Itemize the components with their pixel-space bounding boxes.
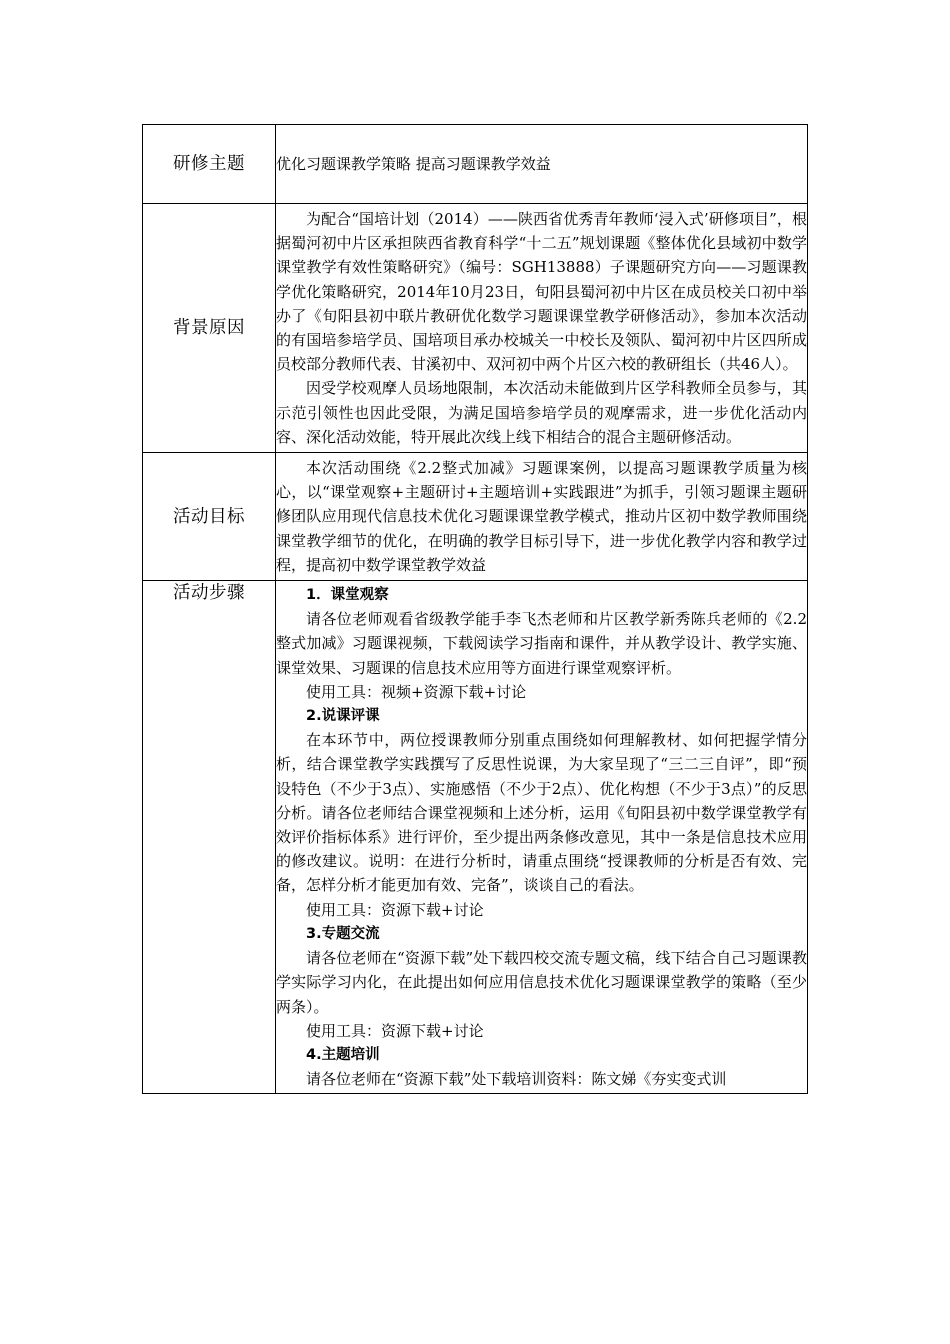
background-paragraph-1: 为配合“国培计划（2014）——陕西省优秀青年教师‘浸入式’研修项目”，根据蜀河初中片区承担陕西省教育科学“十二五”规划课题《整体优化县域初中数学课堂教学有效性策略研究》（编号：SGH13888）子课题研究方向——习题课教学优化策略研究，2014年10月23日，旬阳县蜀河初中片区在成员校关口初中举办了《旬阳县初中联片教研优化数学习题课课堂教学研修活动》，参加本次活动的有国培参培学员、国培项目承办校城关一中校长及领队、蜀河初中片区四所成员校部分教师代表、甘溪初中、双河初中两个片区六校的教研组长（共46人）。 [276,210,807,374]
topic-text: 优化习题课教学策略 提高习题课教学效益 [276,154,551,173]
background-cell [276,204,808,453]
step-2-tool: 使用工具：资源下载+讨论 [306,900,484,919]
label-background: 背景原因 [143,204,276,453]
row-background [143,204,808,453]
step-4-title: 4.主题培训 [306,1046,380,1063]
goal-cell [276,453,808,581]
step-3-tool: 使用工具：资源下载+讨论 [306,1021,484,1040]
research-plan-table [142,124,808,1094]
row-topic [143,125,808,204]
label-topic: 研修主题 [143,125,276,204]
step-3-title: 3.专题交流 [306,925,380,942]
row-steps [143,581,808,1094]
label-goal: 活动目标 [143,453,276,581]
topic-cell [276,125,808,204]
background-paragraph-2: 因受学校观摩人员场地限制，本次活动未能做到片区学科教师全员参与，其示范引领性也因此受限，为满足国培参培学员的观摩需求，进一步优化活动内容、深化活动效能，特开展此次线上线下相结合的混合主题研修活动。 [276,379,807,446]
step-1-title: 1．课堂观察 [306,587,389,604]
label-steps: 活动步骤 [143,581,276,1094]
step-3-text: 请各位老师在“资源下载”处下载四校交流专题文稿，线下结合自己习题课教学实际学习内化，在此提出如何应用信息技术优化习题课课堂教学的策略（至少两条）。 [276,949,807,1016]
step-1-text: 请各位老师观看省级教学能手李飞杰老师和片区教学新秀陈兵老师的《2.2整式加减》习题课视频，下载阅读学习指南和课件，并从教学设计、教学实施、课堂效果、习题课的信息技术应用等方面进行课堂观察评析。 [276,610,807,677]
goal-paragraph: 本次活动围绕《2.2整式加减》习题课案例，以提高习题课教学质量为核心，以“课堂观察+主题研讨+主题培训+实践跟进”为抓手，引领习题课主题研修团队应用现代信息技术优化习题课课堂教学模式，推动片区初中数学教师围绕课堂教学细节的优化，在明确的教学目标引导下，进一步优化教学内容和教学过程，提高初中数学课堂教学效益 [276,459,807,574]
steps-cell [276,581,808,1094]
step-4-text: 请各位老师在“资源下载”处下载培训资料：陈文娣《夯实变式训 [306,1070,727,1089]
step-2-text: 在本环节中，两位授课教师分别重点围绕如何理解教材、如何把握学情分析，结合课堂教学实践撰写了反思性说课，为大家呈现了“三二三自评”，即“预设特色（不少于3点）、实施感悟（不少于2点）、优化构想（不少于3点）”的反思分析。请各位老师结合课堂视频和上述分析，运用《旬阳县初中数学课堂教学有效评价指标体系》进行评价，至少提出两条修改意见，其中一条是信息技术应用的修改建议。说明：在进行分析时，请重点围绕“授课教师的分析是否有效、完备，怎样分析才能更加有效、完备”，谈谈自己的看法。 [276,731,807,895]
step-1-tool: 使用工具：视频+资源下载+讨论 [306,682,527,701]
step-2-title: 2.说课评课 [306,708,380,725]
row-goal [143,453,808,581]
